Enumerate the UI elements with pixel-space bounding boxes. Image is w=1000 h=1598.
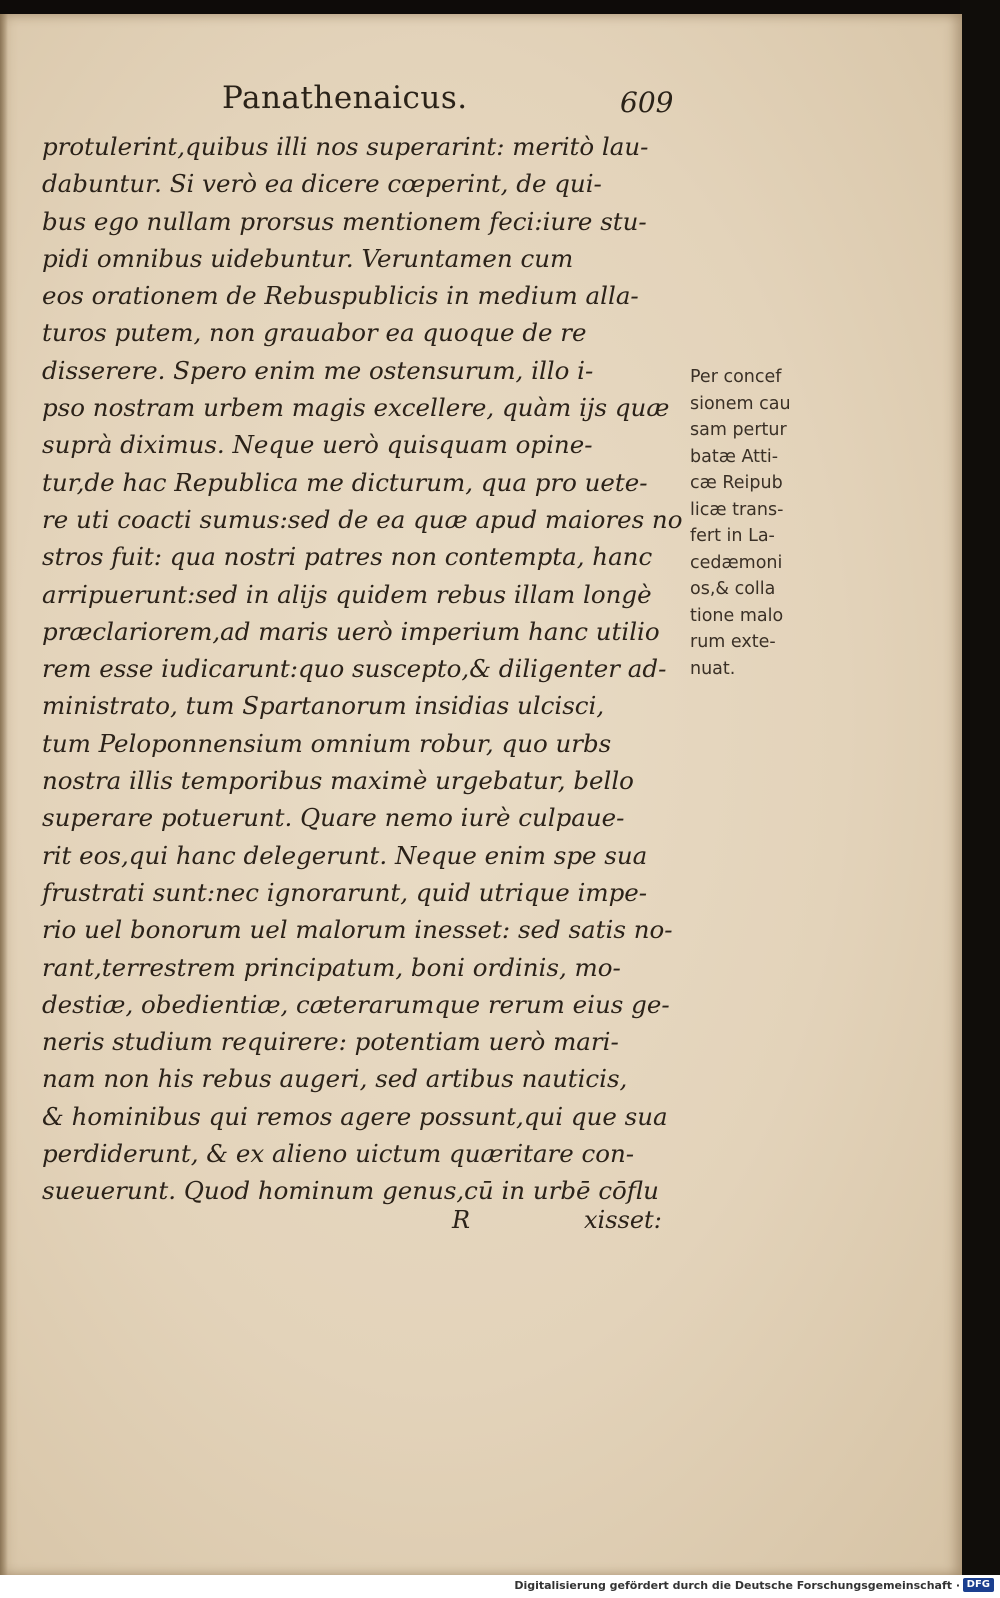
marginal-note-line: sam pertur [690, 420, 787, 440]
marginal-note-line: tione malo [690, 605, 784, 626]
text-line: sueuerunt. Quod hominum genus,cū in urbē cōflu [42, 1176, 659, 1206]
text-line: stros fuit: qua nostri patres non contempta, hanc [42, 542, 653, 572]
page-number: 609 [620, 86, 674, 119]
text-line: nostra illis temporibus maximè urgebatur, bello [42, 766, 634, 796]
text-line: pidi omnibus uidebuntur. Veruntamen cum [42, 243, 574, 273]
marginal-note-line: cedæmoni [690, 552, 783, 573]
running-title: Panathenaicus. [222, 80, 468, 116]
text-line: destiæ, obedientiæ, cæterarumque rerum eius ge- [42, 989, 670, 1019]
body-text [42, 128, 682, 1210]
marginal-note-line: licæ trans- [690, 499, 784, 520]
text-line: pso nostram urbem magis excellere, quàm ijs quæ [42, 393, 670, 423]
text-line: suprà diximus. Neque uerò quisquam opine- [42, 430, 593, 460]
marginal-note-line: sionem cau [690, 393, 791, 414]
text-line: neris studium requirere: potentiam uerò mari- [42, 1027, 619, 1057]
text-line: ministrato, tum Spartanorum insidias ulcisci, [42, 691, 605, 721]
text-line: protulerint,quibus illi nos superarint: meritò lau- [42, 132, 649, 161]
page-gutter-shadow [0, 14, 8, 1576]
text-line: nam non his rebus augeri, sed artibus nauticis, [42, 1064, 628, 1094]
marginal-note-line: rum exte- [690, 632, 776, 652]
text-line: eos orationem de Rebuspublicis in medium alla- [42, 281, 639, 311]
text-line: turos putem, non grauabor ea quoque de re [42, 318, 587, 348]
text-line: rit eos,qui hanc delegerunt. Neque enim spe sua [42, 840, 648, 870]
marginal-note-line: fert in La- [690, 526, 775, 546]
text-line: arripuerunt:sed in alijs quidem rebus illam longè [42, 579, 652, 609]
text-line: disserere. Spero enim me ostensurum, illo i- [42, 355, 594, 385]
text-line: bus ego nullam prorsus mentionem feci:iure stu- [42, 206, 647, 236]
scan-right-border [960, 0, 1000, 1598]
text-line: & hominibus qui remos agere possunt,qui que sua [42, 1101, 668, 1131]
dfg-logo-icon: DFG [963, 1578, 994, 1592]
marginal-note [690, 364, 810, 682]
text-line: re uti coacti sumus:sed de ea quæ apud maiores no [42, 504, 683, 534]
text-line: superare potuerunt. Quare nemo iurè culpaue- [42, 803, 625, 833]
text-line: tur,de hac Republica me dicturum, qua pro uete- [42, 467, 648, 497]
marginal-note-line: Per concef [690, 367, 782, 387]
funding-credit: Digitalisierung gefördert durch die Deutsche Forschungsgemeinschaft · [514, 1579, 960, 1592]
catchword: xisset: [584, 1206, 662, 1234]
text-line: frustrati sunt:nec ignorarunt, quid utrique impe- [42, 877, 648, 907]
text-line: tum Peloponnensium omnium robur, quo urbs [42, 728, 612, 758]
signature-mark: R [452, 1206, 471, 1234]
text-line: dabuntur. Si verò ea dicere cœperint, de qui- [42, 169, 602, 199]
text-line: rem esse iudicarunt:quo suscepto,& diligenter ad- [42, 654, 667, 684]
marginal-note-line: os,& colla [690, 579, 776, 599]
marginal-note-line: batæ Atti- [690, 446, 779, 467]
text-line: præclariorem,ad maris uerò imperium hanc utilio [42, 616, 660, 646]
marginal-note-line: cæ Reipub [690, 473, 783, 493]
text-line: rant,terrestrem principatum, boni ordinis, mo- [42, 952, 621, 982]
text-line: rio uel bonorum uel malorum inesset: sed satis no- [42, 915, 673, 945]
marginal-note-line: nuat. [690, 658, 736, 679]
text-line: perdiderunt, & ex alieno uictum quæritare con- [42, 1139, 635, 1169]
